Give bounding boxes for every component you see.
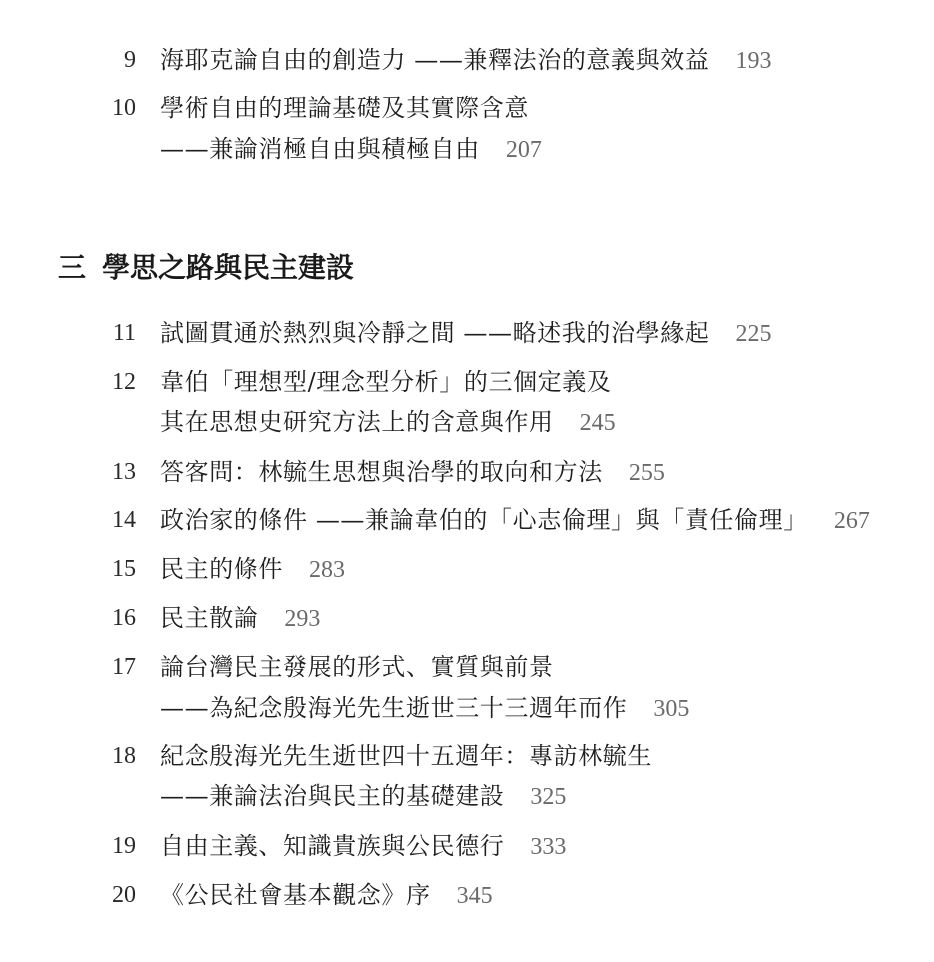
entry-title: 答客問：林毓生思想與治學的取向和方法 255 [160,458,665,486]
page-number: 333 [530,834,567,860]
entry-title: 政治家的條件 ——兼論韋伯的「心志倫理」與「責任倫理」 267 [160,506,870,534]
entry-number: 13 [112,459,136,485]
entry-number: 19 [112,833,136,859]
entry-title: 《公民社會基本觀念》序 345 [160,881,493,909]
section-heading [58,248,354,288]
entry-number: 17 [112,654,136,680]
entry-title: 自由主義、知識貴族與公民德行 333 [160,832,567,860]
section-number: 三 [58,251,87,284]
page-number: 267 [833,508,870,534]
page-number: 293 [284,606,321,632]
page-number: 207 [505,137,542,163]
entry-subtitle: ——兼論消極自由與積極自由 207 [160,135,542,163]
entry-number: 11 [112,320,136,346]
entry-number: 10 [112,95,136,121]
entry-title: 海耶克論自由的創造力 ——兼釋法治的意義與效益 193 [160,46,772,74]
entry-subtitle: 其在思想史研究方法上的含意與作用 245 [160,408,616,436]
entry-title: 民主的條件 283 [160,555,345,583]
page-number: 283 [309,557,345,583]
page-number: 305 [653,696,690,722]
entry-number: 16 [112,605,136,631]
entry-title: 紀念殷海光先生逝世四十五週年：專訪林毓生 [160,742,652,770]
page-number: 345 [456,883,493,909]
entry-subtitle: ——為紀念殷海光先生逝世三十三週年而作 305 [160,694,690,722]
entry-title: 試圖貫通於熱烈與冷靜之間 ——略述我的治學緣起 225 [160,319,772,347]
entry-title: 學術自由的理論基礎及其實際含意 [160,94,529,122]
section-title: 學思之路與民主建設 [102,251,355,284]
entry-number: 14 [112,507,136,533]
entry-number: 20 [112,882,136,908]
entry-number: 12 [112,369,136,395]
page-number: 325 [530,784,567,810]
entry-subtitle: ——兼論法治與民主的基礎建設 325 [160,782,567,810]
page-number: 193 [735,48,772,74]
entry-number: 9 [124,47,136,73]
entry-title: 論台灣民主發展的形式、實質與前景 [160,653,554,681]
page-number: 245 [579,410,616,436]
entry-number: 15 [112,556,136,582]
entry-number: 18 [112,743,136,769]
entry-title: 韋伯「理想型/理念型分析」的三個定義及 [160,368,612,396]
page-number: 225 [735,321,772,347]
entry-title: 民主散論 293 [160,604,321,632]
page-number: 255 [628,460,665,486]
